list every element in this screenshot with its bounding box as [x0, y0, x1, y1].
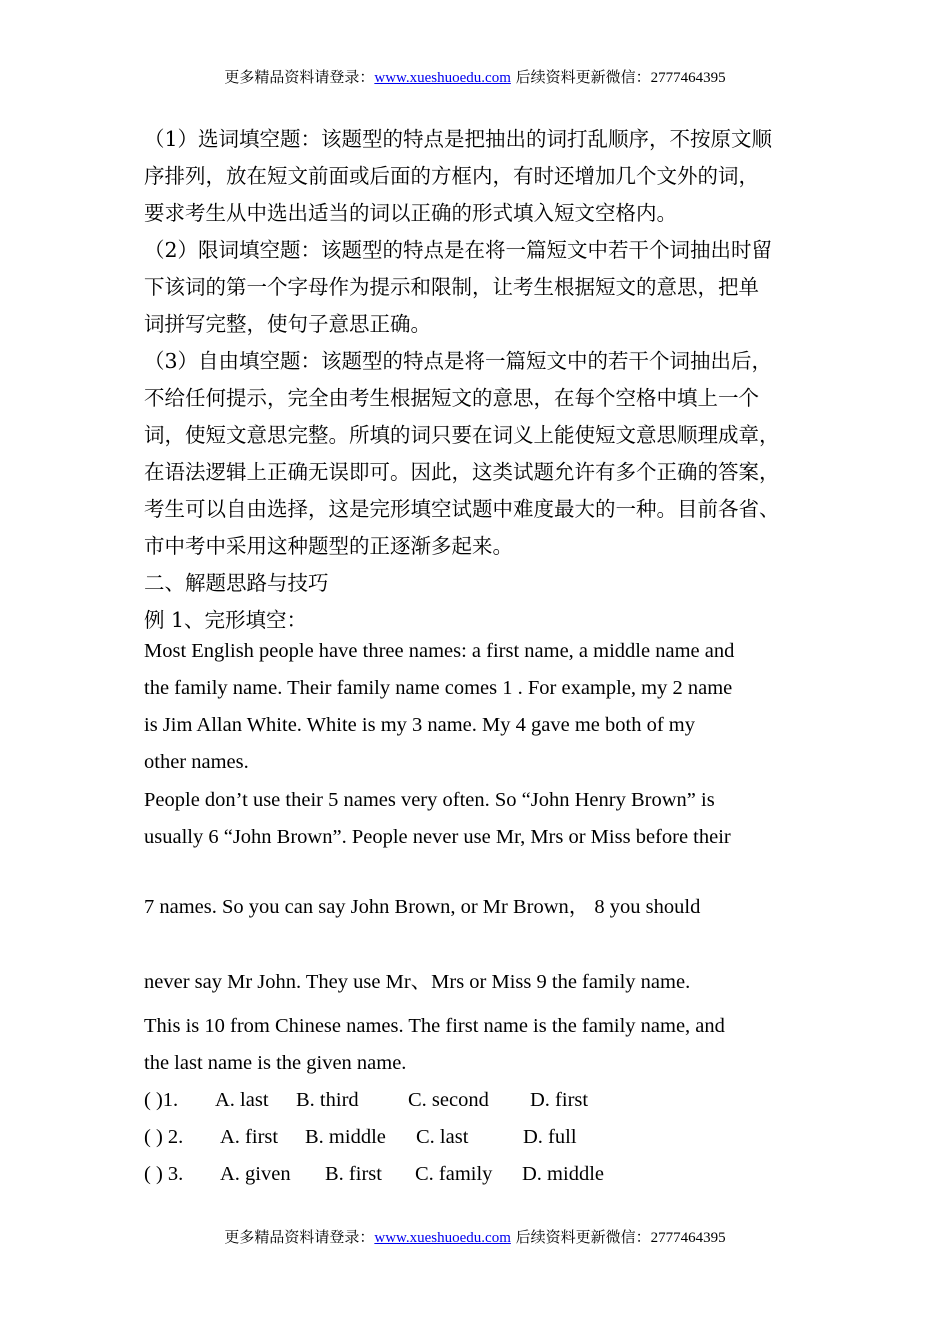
passage-line: is Jim Allan White. White is my 3 name. My 4 gave me both of my	[144, 714, 695, 736]
text-line: （1）选词填空题：该题型的特点是把抽出的词打乱顺序，不按原文顺	[144, 127, 773, 151]
header-website-link[interactable]: www.xueshuoedu.com	[374, 70, 511, 86]
option-b: B. first	[325, 1163, 382, 1185]
option-a: A. last	[215, 1089, 269, 1111]
option-c: C. last	[416, 1126, 469, 1148]
option-c: C. second	[408, 1089, 489, 1111]
text-line: 下该词的第一个字母作为提示和限制，让考生根据短文的意思，把单	[144, 275, 759, 299]
question-row	[144, 1126, 844, 1152]
footer-suffix: 后续资料更新微信：	[510, 1228, 651, 1246]
page-header	[0, 66, 950, 87]
option-c: C. family	[415, 1163, 493, 1185]
question-number: ( ) 2.	[144, 1126, 184, 1148]
text-line: 词，使短文意思完整。所填的词只要在词义上能使短文意思顺理成章，	[144, 423, 780, 447]
footer-wechat: 2777464395	[650, 1230, 726, 1246]
text-line: （2）限词填空题：该题型的特点是在将一篇短文中若干个词抽出时留	[144, 238, 773, 262]
passage-line: Most English people have three names: a first name, a middle name and	[144, 640, 735, 662]
section-heading: 二、解题思路与技巧	[144, 571, 329, 595]
example-heading: 例 1、完形填空：	[144, 608, 308, 632]
footer-website-link[interactable]: www.xueshuoedu.com	[374, 1230, 511, 1246]
option-b: B. middle	[305, 1126, 386, 1148]
text-line: 要求考生从中选出适当的词以正确的形式填入短文空格内。	[144, 201, 677, 225]
passage-line: 7 names. So you can say John Brown, or Mr Brown， 8 you should	[144, 896, 701, 918]
passage-line: other names.	[144, 751, 249, 773]
passage-line: People don’t use their 5 names very often. So “John Henry Brown” is	[144, 789, 715, 811]
header-wechat: 2777464395	[650, 70, 726, 86]
option-a: A. given	[220, 1163, 291, 1185]
question-number: ( )1.	[144, 1089, 179, 1111]
text-line: 词拼写完整，使句子意思正确。	[144, 312, 431, 336]
header-suffix: 后续资料更新微信：	[510, 68, 651, 86]
passage-line: usually 6 “John Brown”. People never use Mr, Mrs or Miss before their	[144, 826, 731, 848]
option-a: A. first	[220, 1126, 279, 1148]
question-number: ( ) 3.	[144, 1163, 184, 1185]
passage-line: This is 10 from Chinese names. The first name is the family name, and	[144, 1015, 725, 1037]
passage-line: the last name is the given name.	[144, 1052, 407, 1074]
text-line: 序排列，放在短文前面或后面的方框内，有时还增加几个文外的词，	[144, 164, 759, 188]
question-row	[144, 1089, 844, 1115]
option-d: D. full	[523, 1126, 577, 1148]
question-row	[144, 1163, 844, 1189]
text-line: 在语法逻辑上正确无误即可。因此，这类试题允许有多个正确的答案，	[144, 460, 780, 484]
passage-line: the family name. Their family name comes 1 . For example, my 2 name	[144, 677, 733, 699]
page-footer	[0, 1226, 950, 1247]
option-d: D. middle	[522, 1163, 604, 1185]
footer-prefix: 更多精品资料请登录：	[224, 1228, 375, 1246]
option-d: D. first	[530, 1089, 589, 1111]
text-line: 市中考中采用这种题型的正逐渐多起来。	[144, 534, 513, 558]
option-b: B. third	[296, 1089, 359, 1111]
passage-line: never say Mr John. They use Mr、Mrs or Miss 9 the family name.	[144, 971, 691, 993]
text-line: 考生可以自由选择，这是完形填空试题中难度最大的一种。目前各省、	[144, 497, 780, 521]
header-prefix: 更多精品资料请登录：	[224, 68, 375, 86]
text-line: （3）自由填空题：该题型的特点是将一篇短文中的若干个词抽出后，	[144, 349, 773, 373]
text-line: 不给任何提示，完全由考生根据短文的意思，在每个空格中填上一个	[144, 386, 759, 410]
